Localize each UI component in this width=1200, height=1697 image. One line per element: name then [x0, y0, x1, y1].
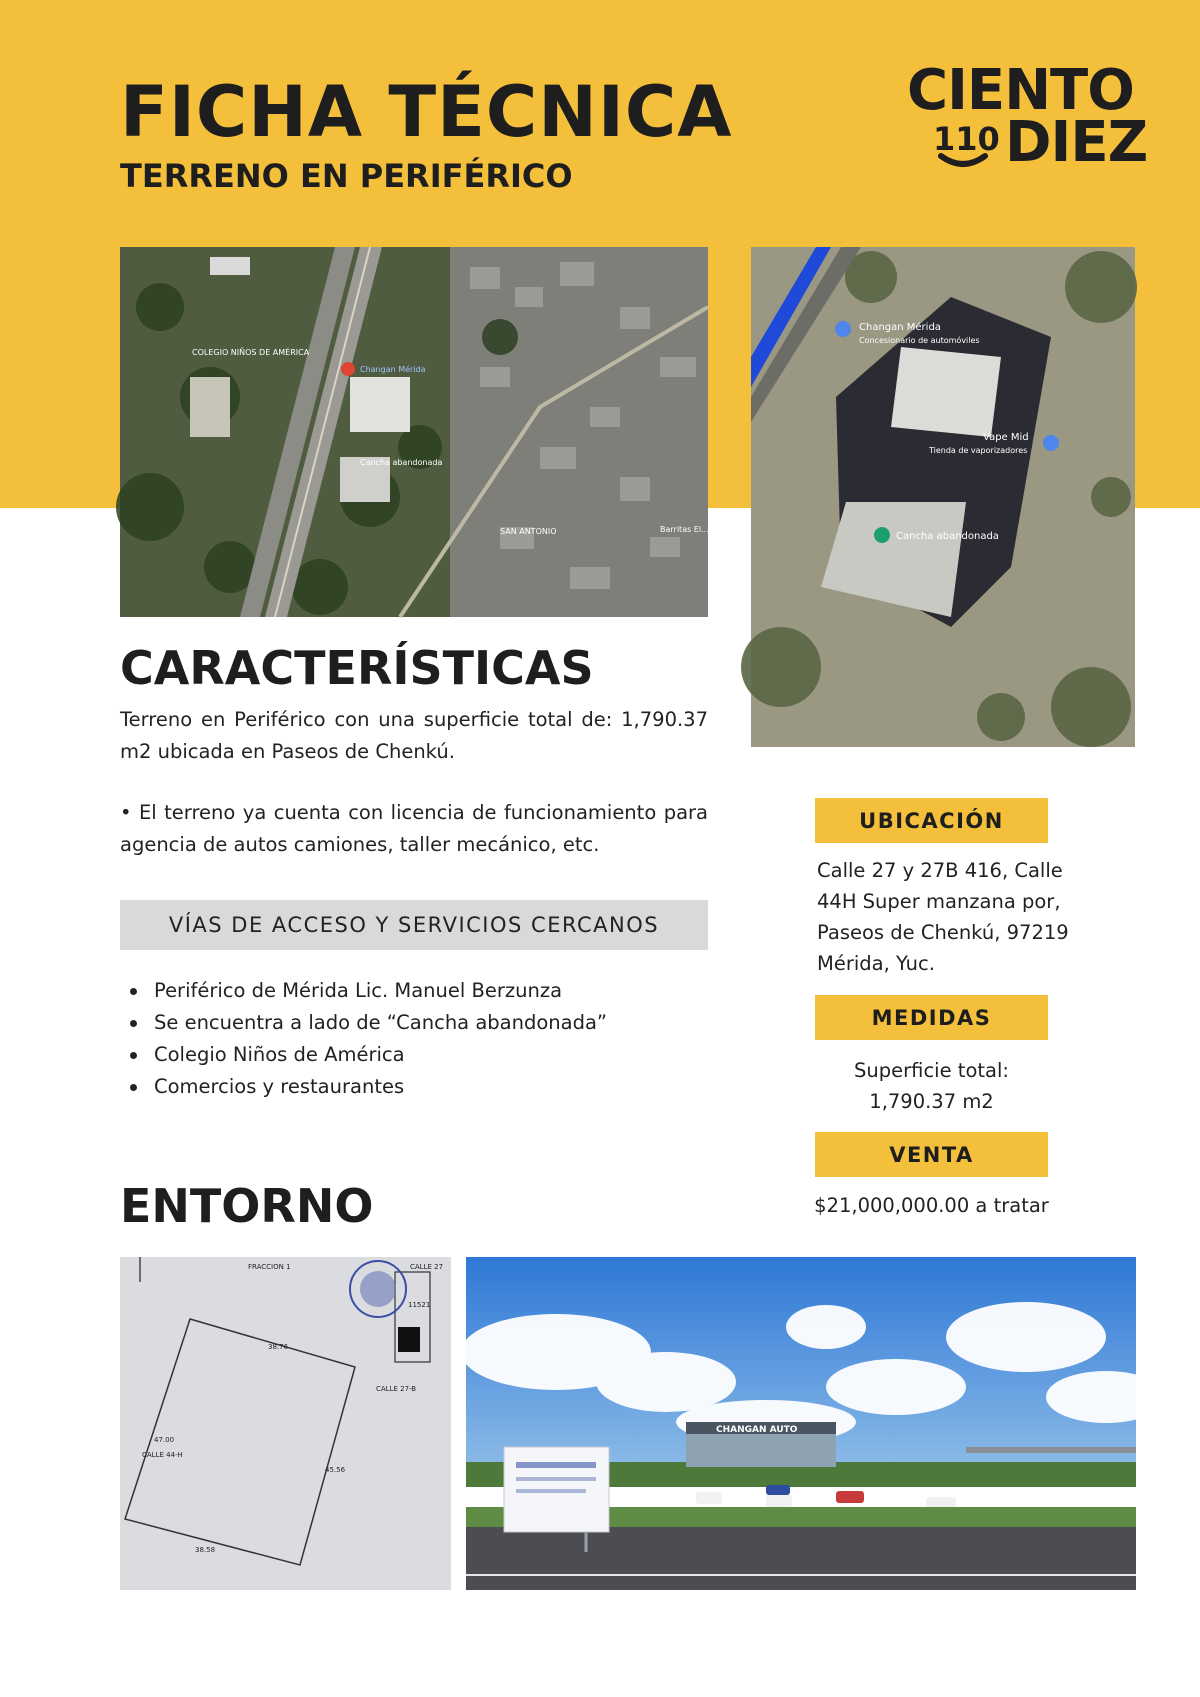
map-label-barritas: Barritas El...	[660, 525, 709, 534]
ubicacion-address	[817, 855, 1069, 979]
address-line: Mérida, Yuc.	[817, 952, 935, 975]
plan-label-calle27: CALLE 27	[410, 1263, 444, 1271]
logo-number-icon	[933, 120, 1000, 170]
plan-label-calle27b: CALLE 27-B	[376, 1385, 417, 1393]
list-item: Colegio Niños de América	[120, 1039, 607, 1071]
plan-label-top: 38.76	[268, 1343, 289, 1351]
aerial-map-photo	[120, 247, 708, 617]
map-label-changan: Changan Mérida	[360, 365, 426, 374]
list-item: Comercios y restaurantes	[120, 1071, 607, 1103]
medidas-heading: MEDIDAS	[871, 1005, 992, 1030]
list-item: Se encuentra a lado de “Cancha abandonada”	[120, 1007, 607, 1039]
ciento-diez-logo	[905, 58, 1148, 180]
plan-label-left: 47.00	[154, 1436, 175, 1444]
page-subtitle: TERRENO EN PERIFÉRICO	[120, 157, 573, 195]
caracteristicas-paragraph-1: Terreno en Periférico con una superficie total de: 1,790.37 m2 ubicada en Paseos de Chenkú.	[120, 708, 708, 763]
map-label-san-antonio: SAN ANTONIO	[500, 527, 557, 536]
plan-drawing-photo	[120, 1257, 451, 1590]
plan-label-calle44h: CALLE 44-H	[142, 1451, 183, 1459]
medidas-text	[815, 1055, 1048, 1117]
closeup-label-tienda: Tienda de vaporizadores	[929, 446, 1028, 455]
caracteristicas-paragraph-2: • El terreno ya cuenta con licencia de funcionamiento para agencia de autos camiones, taller mecánico, etc.	[120, 801, 708, 856]
list-item: Periférico de Mérida Lic. Manuel Berzunza	[120, 975, 607, 1007]
plan-label-bottom: 38.58	[195, 1546, 216, 1554]
plan-label-fraccion: FRACCION 1	[248, 1263, 291, 1271]
logo-word-diez: DIEZ	[1005, 110, 1148, 175]
vias-heading: VÍAS DE ACCESO Y SERVICIOS CERCANOS	[168, 913, 660, 937]
ubicacion-tag	[815, 798, 1048, 843]
address-line: Paseos de Chenkú, 97219	[817, 921, 1069, 944]
medidas-line: 1,790.37 m2	[869, 1090, 994, 1113]
medidas-tag	[815, 995, 1048, 1040]
address-line: 44H Super manzana por,	[817, 890, 1061, 913]
map-label-colegio: COLEGIO NIÑOS DE AMÉRICA	[192, 348, 310, 357]
plan-label-code: 11521	[408, 1301, 431, 1309]
caracteristicas-heading: CARACTERÍSTICAS	[120, 641, 594, 695]
ubicacion-heading: UBICACIÓN	[859, 808, 1004, 833]
venta-heading: VENTA	[889, 1142, 974, 1167]
logo-word-ciento: CIENTO	[907, 58, 1134, 123]
closeup-label-cancha: Cancha abandonada	[896, 531, 999, 542]
street-sign-text: CHANGAN AUTO	[716, 1425, 798, 1435]
logo-number-text: 110	[933, 120, 1000, 158]
closeup-label-changan: Changan Mérida	[859, 322, 941, 333]
page-title: FICHA TÉCNICA	[120, 71, 733, 153]
vias-list	[120, 975, 607, 1103]
venta-price: $21,000,000.00 a tratar	[814, 1194, 1049, 1217]
closeup-label-vape: Vape Mid	[983, 432, 1029, 443]
entorno-heading: ENTORNO	[120, 1179, 374, 1233]
closeup-label-concesionario: Concesionario de automóviles	[859, 336, 980, 345]
address-line: Calle 27 y 27B 416, Calle	[817, 859, 1063, 882]
map-label-cancha: Cancha abandonada	[360, 458, 443, 467]
venta-tag	[815, 1132, 1048, 1177]
satellite-closeup-photo	[751, 247, 1135, 747]
vias-heading-band	[120, 900, 708, 950]
medidas-line: Superficie total:	[854, 1059, 1009, 1082]
street-view-photo	[466, 1257, 1136, 1590]
plan-label-right: 45.56	[325, 1466, 346, 1474]
